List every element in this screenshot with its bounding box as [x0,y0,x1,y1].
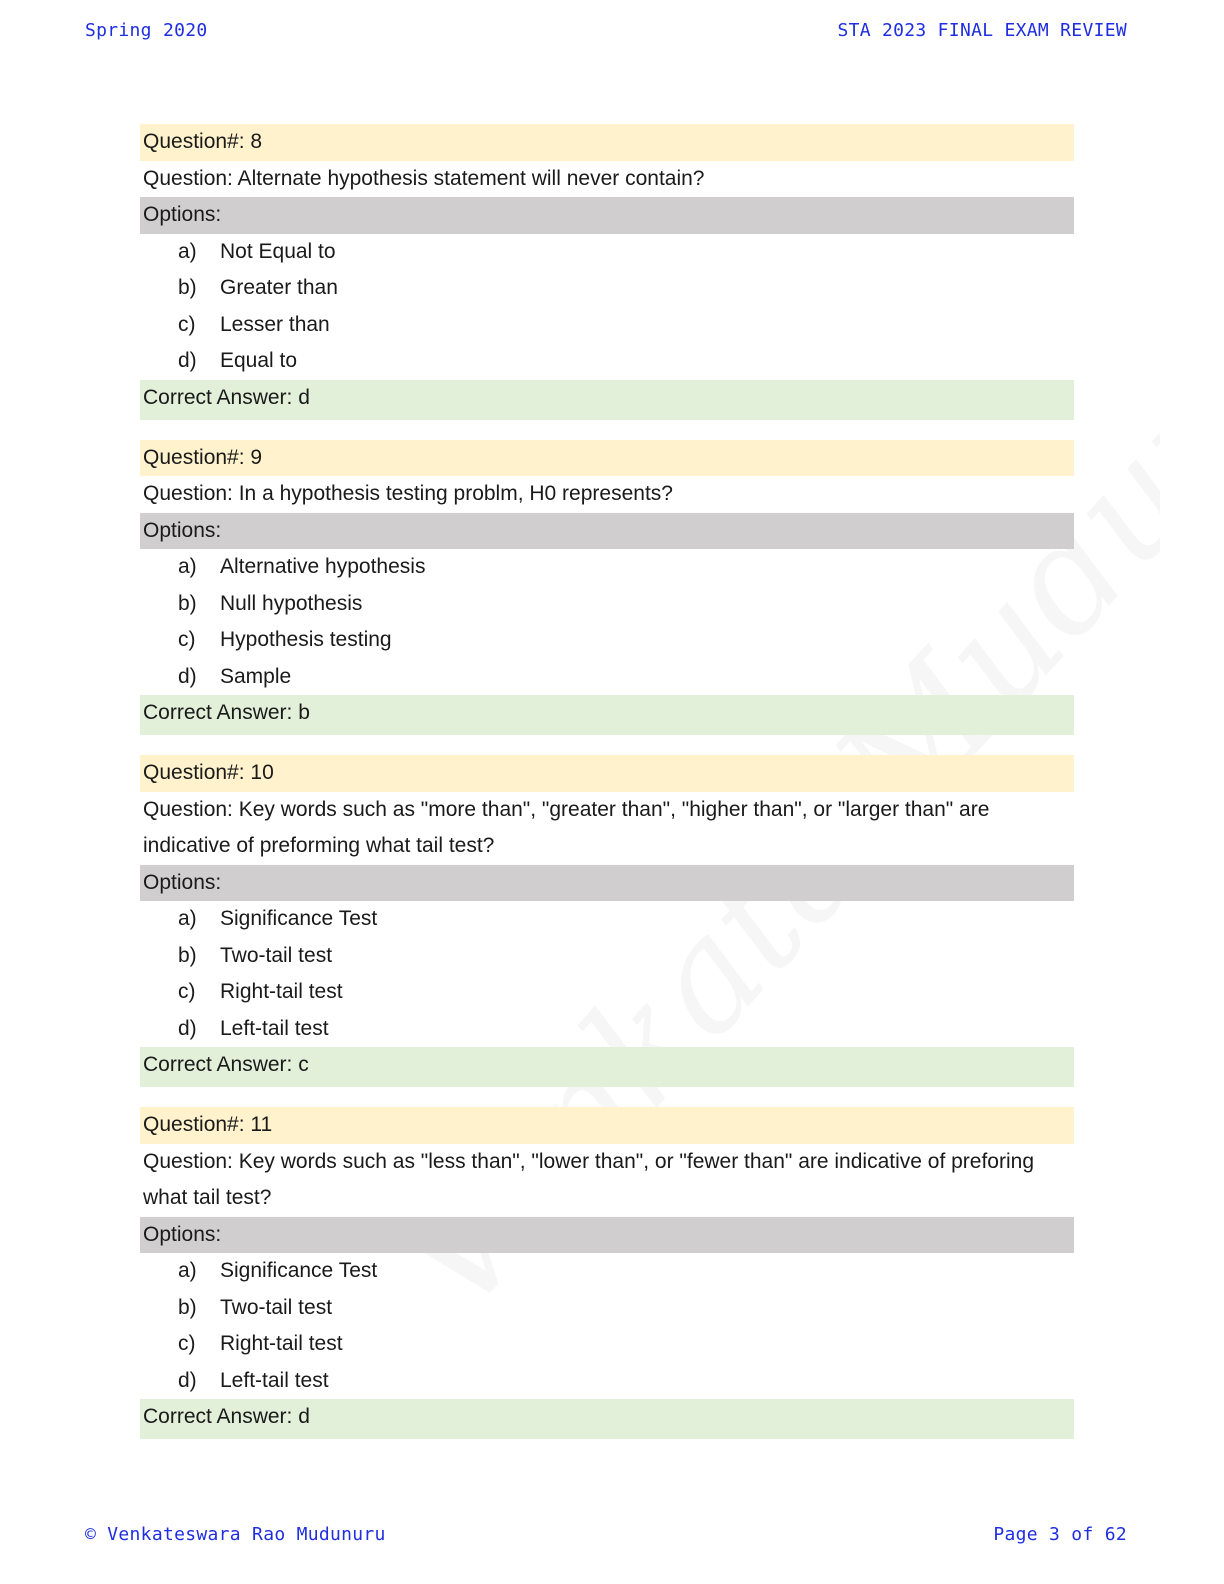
option-letter: c) [178,980,196,1003]
option-letter: a) [178,907,197,930]
option-letter: b) [178,276,197,299]
question-text: Question: In a hypothesis testing problm, H0 represents? [140,476,1074,513]
correct-answer: Correct Answer: b [140,695,1074,735]
header-left: Spring 2020 [85,20,208,41]
question-block-10 [140,755,1074,1087]
question-block-11 [140,1107,1074,1439]
option-letter: b) [178,943,197,967]
option-text: Significance Test [220,907,378,930]
option-text: Null hypothesis [220,591,363,615]
option-a [140,1253,1074,1290]
option-text: Two-tail test [220,1295,333,1319]
page-number: Page 3 of 62 [993,1524,1127,1545]
option-c [140,622,1074,659]
correct-answer: Correct Answer: d [140,380,1074,420]
options-label: Options: [140,197,1074,234]
question-block-8 [140,124,1074,420]
question-list [140,124,1074,1459]
option-letter: c) [178,1332,196,1355]
question-text: Question: Alternate hypothesis statement will never contain? [140,161,1074,198]
option-text: Right-tail test [220,1332,343,1355]
header-right: STA 2023 FINAL EXAM REVIEW [837,20,1127,41]
question-text: Question: Key words such as "less than", "lower than", or "fewer than" are indicative of preforing what tail test? [140,1144,1074,1217]
question-number: Question#: 11 [140,1107,1074,1144]
question-text: Question: Key words such as "more than", "greater than", "higher than", or "larger than" are indicative of preforming what tail test? [140,792,1074,865]
options-label: Options: [140,1217,1074,1254]
option-a [140,549,1074,586]
option-letter: a) [178,555,197,578]
option-text: Lesser than [220,312,330,336]
question-number: Question#: 10 [140,755,1074,792]
option-letter: b) [178,591,197,615]
option-text: Two-tail test [220,943,333,967]
option-text: Left-tail test [220,1368,329,1392]
option-letter: a) [178,239,197,263]
option-letter: d) [178,349,197,372]
option-letter: b) [178,1295,197,1319]
option-text: Greater than [220,276,338,299]
option-d [140,1363,1074,1400]
options-label: Options: [140,513,1074,550]
correct-answer: Correct Answer: c [140,1047,1074,1087]
option-b [140,586,1074,623]
option-letter: d) [178,1368,197,1392]
option-text: Hypothesis testing [220,628,392,651]
option-text: Left-tail test [220,1016,329,1040]
option-a [140,901,1074,938]
footer-copyright: © Venkateswara Rao Mudunuru [85,1524,386,1545]
option-text: Significance Test [220,1259,378,1282]
option-a [140,234,1074,271]
option-d [140,343,1074,380]
option-c [140,1326,1074,1363]
options-label: Options: [140,865,1074,902]
option-letter: d) [178,1016,197,1040]
option-text: Equal to [220,349,298,372]
option-letter: d) [178,664,197,688]
option-letter: a) [178,1259,197,1282]
correct-answer: Correct Answer: d [140,1399,1074,1439]
option-b [140,1290,1074,1327]
option-d [140,1011,1074,1048]
option-c [140,974,1074,1011]
option-d [140,659,1074,696]
option-text: Alternative hypothesis [220,555,426,578]
question-block-9 [140,440,1074,736]
option-text: Right-tail test [220,980,343,1003]
option-letter: c) [178,312,196,336]
question-number: Question#: 8 [140,124,1074,161]
option-text: Sample [220,664,292,688]
option-c [140,307,1074,344]
option-text: Not Equal to [220,239,336,263]
option-letter: c) [178,628,196,651]
question-number: Question#: 9 [140,440,1074,477]
option-b [140,270,1074,307]
option-b [140,938,1074,975]
